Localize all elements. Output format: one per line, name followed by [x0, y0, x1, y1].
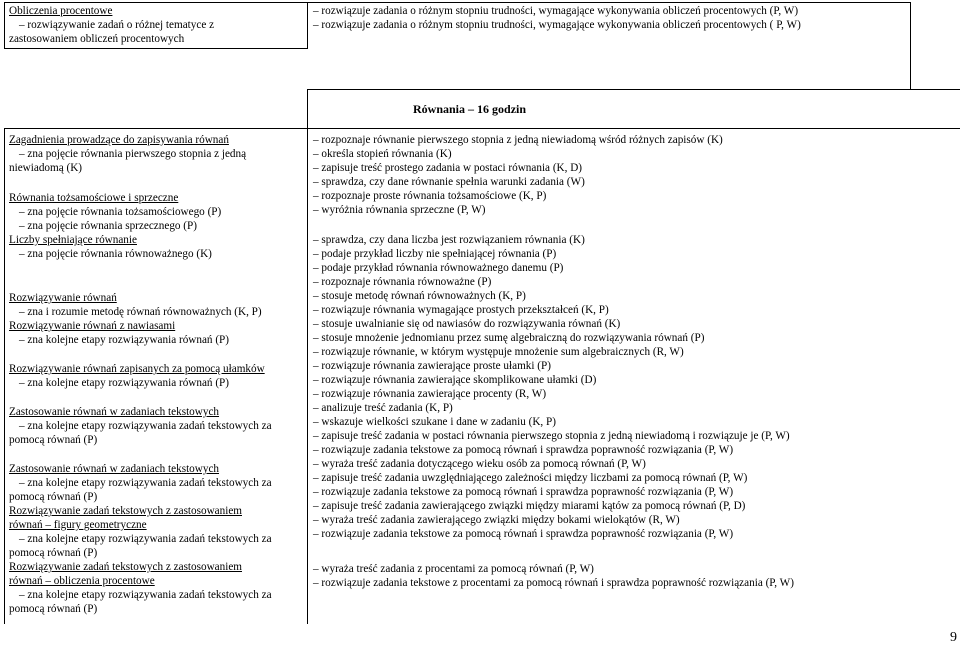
requirement-item: – określa stopień równania (K) [313, 147, 723, 161]
page-number: 9 [950, 630, 957, 645]
requirement-item: – analizuje treść zadania (K, P) [313, 401, 790, 415]
knowledge-item: – zna pojęcie równania pierwszego stopnia z jedną [9, 147, 246, 161]
knowledge-item: – zna kolejne etapy rozwiązywania zadań tekstowych za [9, 588, 272, 602]
left-block-2 [9, 191, 221, 261]
requirement-item: – sprawdza, czy dane równanie spełnia warunki zadania (W) [313, 175, 723, 189]
knowledge-item: – zna pojęcie równania równoważnego (K) [9, 247, 221, 261]
requirement-item: – rozwiązuje równania zawierające skomplikowane ułamki (D) [313, 373, 790, 387]
requirement-item: – rozwiązuje równania zawierające proste ułamki (P) [313, 359, 790, 373]
requirement-item: – stosuje mnożenie jednomianu przez sumę algebraiczną do rozwiązywania równań (P) [313, 331, 790, 345]
section-title: Równania – 16 godzin [413, 102, 527, 116]
topic-heading: Równania tożsamościowe i sprzeczne [9, 192, 179, 204]
requirement-item: – wyraża treść zadania z procentami za pomocą równań (P, W) [313, 562, 794, 576]
knowledge-item: – zna kolejne etapy rozwiązywania równań (P) [9, 376, 265, 390]
left-block-4 [9, 362, 265, 390]
topic-heading: Zastosowanie równań w zadaniach tekstowych [9, 463, 220, 475]
requirement-item: – podaje przykład równania równoważnego danemu (P) [313, 261, 790, 275]
border-under-obliczenia [4, 48, 308, 49]
topic-heading: Liczby spełniające równanie [9, 234, 137, 246]
requirement-item: – rozpoznaje proste równania tożsamościowe (K, P) [313, 189, 723, 203]
topic-heading: Rozwiązywanie zadań tekstowych z zastosowaniem [9, 505, 242, 517]
top-right-requirements [313, 4, 801, 32]
topic-heading: Rozwiązywanie równań [9, 292, 117, 304]
left-block-3 [9, 291, 262, 347]
topic-line: – rozwiązywanie zadań o różnej tematyce z [19, 19, 215, 31]
left-block-1 [9, 133, 246, 175]
requirement-item: – stosuje metodę równań równoważnych (K, P) [313, 289, 790, 303]
requirement-item: – rozwiązuje równania wymagające prostych przekształceń (K, P) [313, 303, 790, 317]
knowledge-item: – zna kolejne etapy rozwiązywania zadań tekstowych za [9, 419, 272, 433]
border-right-top [910, 2, 911, 89]
topic-heading-cont: równań – figury geometryczne [9, 519, 147, 531]
knowledge-item: – zna pojęcie równania tożsamościowego (P) [9, 205, 221, 219]
requirement-item: – rozwiązuje zadania o różnym stopniu trudności, wymagające wykonywania obliczeń procentowych (P, W) [313, 4, 801, 18]
right-block-3 [313, 562, 794, 590]
requirement-item: – rozwiązuje równania zawierające procenty (R, W) [313, 387, 790, 401]
requirement-item: – wskazuje wielkości szukane i dane w zadaniu (K, P) [313, 415, 790, 429]
requirement-item: – zapisuje treść zadania w postaci równania pierwszego stopnia z jedną niewiadomą i rozwiązuje je (P, W) [313, 429, 790, 443]
border-middle-top [307, 2, 308, 48]
requirement-item: – rozwiązuje zadania tekstowe z procentami za pomocą równań i sprawdza poprawność rozwiązania (P, W) [313, 576, 794, 590]
border-left-top [4, 2, 5, 48]
topic-heading: Rozwiązywanie równań z nawiasami [9, 320, 176, 332]
topic-heading-cont: równań – obliczenia procentowe [9, 575, 155, 587]
requirement-item: – zapisuje treść prostego zadania w postaci równania (K, D) [313, 161, 723, 175]
requirement-item: – wyróżnia równania sprzeczne (P, W) [313, 203, 723, 217]
knowledge-item: – zna i rozumie metodę równań równoważnych (K, P) [9, 305, 262, 319]
topic-title: Obliczenia procentowe [9, 5, 113, 17]
knowledge-item-cont: pomocą równań (P) [9, 491, 98, 503]
requirement-item: – wyraża treść zadania zawierającego związki między bokami wielokątów (R, W) [313, 513, 790, 527]
right-block-2 [313, 233, 790, 541]
requirement-item: – rozpoznaje równania równoważne (P) [313, 275, 790, 289]
requirement-item: – zapisuje treść zadania zawierającego związki między miarami kątów za pomocą równań (P, D) [313, 499, 790, 513]
border-section-bottom [4, 128, 960, 129]
requirement-item: – rozwiązuje zadania o różnym stopniu trudności, wymagające wykonywania obliczeń procentowych ( P, W) [313, 18, 801, 32]
border-section-top [307, 89, 960, 90]
requirement-item: – rozwiązuje zadania tekstowe za pomocą równań i sprawdza poprawność rozwiązania (P, W) [313, 527, 790, 541]
border-section-left [307, 89, 308, 129]
requirement-item: – rozwiązuje równanie, w którym występuje mnożenie sum algebraicznych (R, W) [313, 345, 790, 359]
knowledge-item: – zna kolejne etapy rozwiązywania zadań tekstowych za [9, 476, 272, 490]
topic-heading: Rozwiązywanie równań zapisanych za pomocą ułamków [9, 363, 265, 375]
topic-line: zastosowaniem obliczeń procentowych [9, 33, 185, 45]
knowledge-item: – zna pojęcie równania sprzecznego (P) [9, 219, 221, 233]
border-middle-main [307, 128, 308, 624]
topic-heading: Rozwiązywanie zadań tekstowych z zastosowaniem [9, 561, 242, 573]
topic-heading: Zastosowanie równań w zadaniach tekstowych [9, 406, 220, 418]
requirement-item: – zapisuje treść zadania uwzględniającego zależności między liczbami za pomocą równań (P, W) [313, 471, 790, 485]
requirement-item: – wyraża treść zadania dotyczącego wieku osób za pomocą równań (P, W) [313, 457, 790, 471]
requirement-item: – rozpoznaje równanie pierwszego stopnia z jedną niewiadomą wśród różnych zapisów (K) [313, 133, 723, 147]
left-block-6 [9, 462, 272, 616]
knowledge-item: – zna kolejne etapy rozwiązywania równań (P) [9, 333, 262, 347]
requirement-item: – rozwiązuje zadania tekstowe za pomocą równań i sprawdza poprawność rozwiązania (P, W) [313, 443, 790, 457]
requirement-item: – rozwiązuje zadania tekstowe za pomocą równań i sprawdza poprawność rozwiązania (P, W) [313, 485, 790, 499]
top-left-topic [9, 4, 214, 46]
requirement-item: – podaje przykład liczby nie spełniającej równania (P) [313, 247, 790, 261]
knowledge-item-cont: pomocą równań (P) [9, 603, 98, 615]
requirement-item: – stosuje uwalnianie się od nawiasów do rozwiązywania równań (K) [313, 317, 790, 331]
knowledge-item-cont: pomocą równań (P) [9, 547, 98, 559]
knowledge-item-cont: niewiadomą (K) [9, 162, 83, 174]
knowledge-item: – zna kolejne etapy rozwiązywania zadań tekstowych za [9, 532, 272, 546]
border-left-main [4, 128, 5, 624]
left-block-5 [9, 405, 272, 447]
topic-heading: Zagadnienia prowadzące do zapisywania równań [9, 134, 229, 146]
knowledge-item-cont: pomocą równań (P) [9, 434, 98, 446]
right-block-1 [313, 133, 723, 217]
requirement-item: – sprawdza, czy dana liczba jest rozwiązaniem równania (K) [313, 233, 790, 247]
border-top [4, 2, 911, 3]
